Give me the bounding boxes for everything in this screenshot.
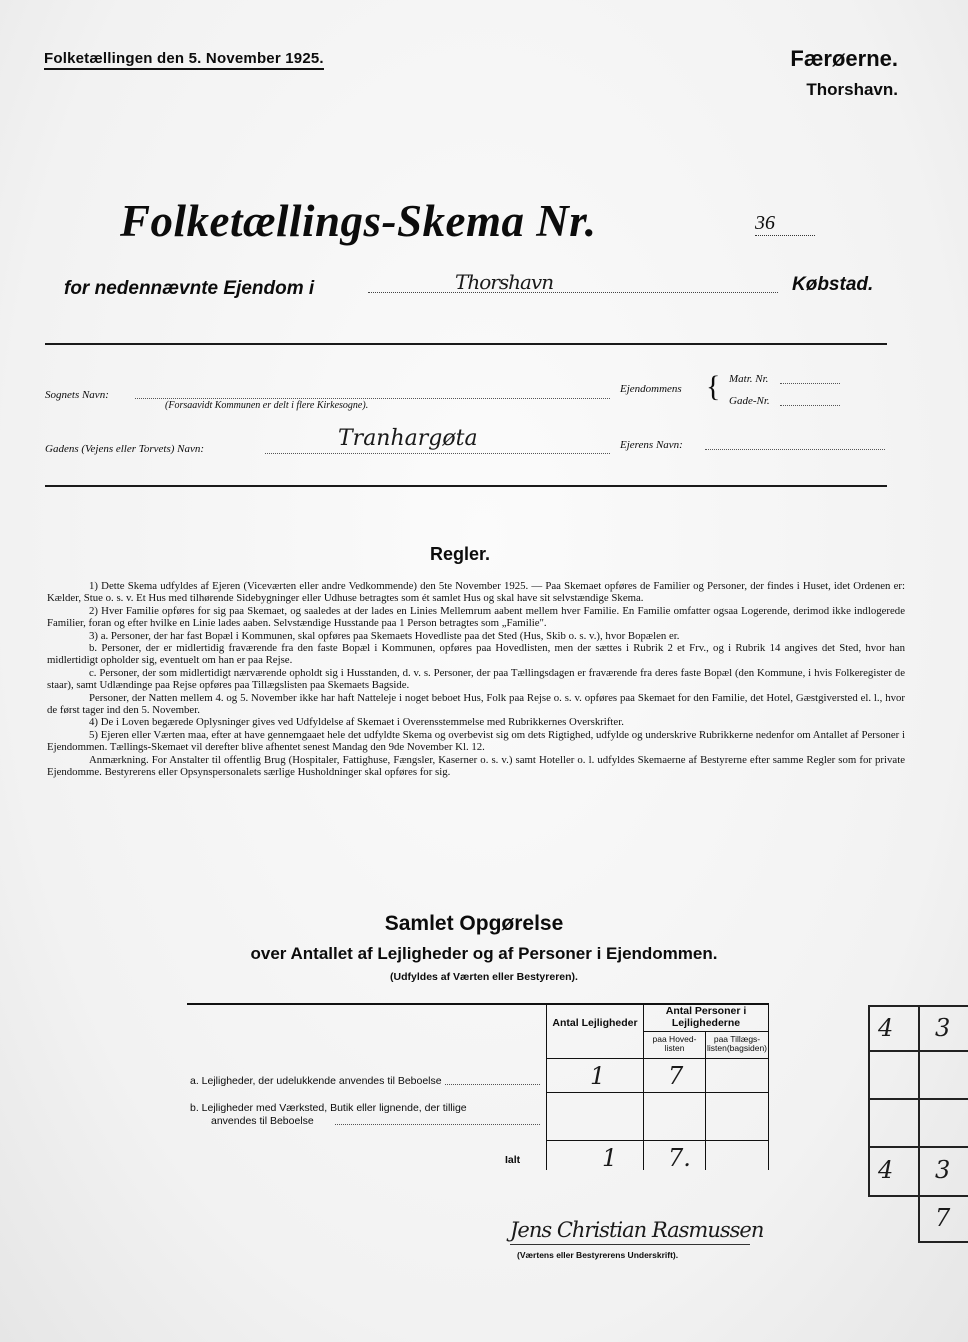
gade-field[interactable]: [780, 405, 840, 406]
parish-label: Sognets Navn:: [45, 389, 109, 401]
parish-field[interactable]: [135, 398, 610, 399]
table-col-line: [643, 1005, 644, 1170]
tally-r5c1[interactable]: 4: [878, 1156, 894, 1184]
row-a-main-list[interactable]: 7: [668, 1062, 684, 1090]
col-persons-header: Antal Personer i Lejlighederne: [665, 1005, 747, 1029]
tally-r1c1[interactable]: 4: [878, 1014, 894, 1042]
kobstad-label: Købstad.: [792, 274, 874, 295]
table-row-rule: [546, 1140, 768, 1141]
schema-number-field[interactable]: 36: [755, 212, 815, 236]
table-row-rule: [546, 1058, 768, 1059]
gade-label: Gade-Nr.: [729, 395, 770, 407]
rule-3a: 3) a. Personer, der har fast Bopæl i Kommunen, skal opføres paa Skemaets Hovedliste paa det Sted (Hus, Skib o. s. v.), hvor Bopælen er.: [89, 629, 680, 642]
form-title: Folketællings-Skema Nr.: [120, 196, 597, 246]
divider-top: [45, 343, 887, 345]
table-col-line: [546, 1005, 547, 1170]
table-sub-rule: [643, 1031, 768, 1032]
row-b-label: b. Lejligheder med Værksted, Butik eller lignende, der tillige: [190, 1102, 467, 1114]
divider-middle: [45, 485, 887, 487]
property-label: Ejendommens: [620, 383, 682, 395]
tally-extra[interactable]: 7: [935, 1204, 951, 1232]
brace-icon: {: [706, 370, 721, 403]
street-field-line: [265, 453, 610, 454]
rules-text: [47, 580, 905, 779]
table-col-line: [768, 1005, 769, 1170]
table-col-line: [705, 1031, 706, 1170]
row-a-label: a. Lejligheder, der udelukkende anvendes til Beboelse: [190, 1075, 442, 1087]
signature[interactable]: Jens Christian Rasmussen: [510, 1218, 764, 1242]
street-label: Gadens (Vejens eller Torvets) Navn:: [45, 443, 205, 455]
street-field[interactable]: Tranhargøta: [338, 426, 478, 451]
col-main-list-header: paa Hoved-listen: [652, 1034, 697, 1053]
owner-label: Ejerens Navn:: [620, 439, 683, 451]
tally-row-line: [868, 1050, 968, 1052]
region-label: Færøerne.: [790, 46, 898, 71]
col-supplement-header: paa Tillægs-listen(bagsiden): [707, 1034, 768, 1053]
col-apartments-header: Antal Lejligheder: [552, 1017, 638, 1029]
matr-label: Matr. Nr.: [729, 373, 769, 385]
signature-line: [510, 1244, 750, 1245]
row-a-apartments[interactable]: 1: [590, 1062, 606, 1090]
signature-caption: (Værtens eller Bestyrerens Underskrift).: [517, 1250, 679, 1260]
tally-row-line: [868, 1098, 968, 1100]
rule-3d: Personer, der Natten mellem 4. og 5. November ikke har haft Natteleje i noget beboet Hus, Folk paa Rejse o. s. v. opføres paa Skemaet for den Familie, det Hotel, Gæstgiversted el. l., hvor de først tager ind den 5. November.: [47, 691, 905, 717]
rule-4: 4) De i Loven begærede Oplysninger gives ved Udfyldelse af Skemaet i Overensstemmelse med Rubrikkernes Overskrifter.: [89, 716, 624, 729]
summary-instruction: (Udfyldes af Værten eller Bestyreren).: [390, 971, 578, 983]
matr-field[interactable]: [780, 383, 840, 384]
city-label: Thorshavn.: [806, 80, 898, 99]
row-b-leader: [335, 1124, 540, 1125]
rules-title: Regler.: [430, 544, 491, 564]
tally-r1c2[interactable]: 3: [935, 1014, 951, 1042]
town-field-line: [368, 292, 778, 293]
rule-5: 5) Ejeren eller Værten maa, efter at have gennemgaaet hele det udfyldte Skema og overbevist sig om dets Rigtighed, udfylde og underskrive Rubrikkerne nedenfor om Antallet af Personer i Ejendommen. Tællings-Skemaet vil derefter blive afhentet senest Mandag den 9de November Kl. 12.: [47, 728, 905, 754]
summary-title: Samlet Opgørelse: [384, 912, 564, 935]
summary-subtitle: over Antallet af Lejligheder og af Personer i Ejendommen.: [250, 944, 718, 963]
row-b-label-cont: anvendes til Beboelse: [211, 1115, 314, 1127]
for-property-label: for nedennævnte Ejendom i: [64, 278, 315, 299]
tally-r5c2[interactable]: 3: [935, 1156, 951, 1184]
rule-3c: c. Personer, der som midlertidigt nærværende opholdt sig i Husstanden, d. v. s. Personer, der paa Tællingsdagen er fraværende fra deres faste Bopæl (den Kommune, i hvis Folkeregister de staar), samt Udlændinge paa Rejse opføres paa Tillægslisten paa Skemaets Bagside.: [47, 666, 905, 692]
total-main-list[interactable]: 7.: [668, 1144, 691, 1172]
rule-1: 1) Dette Skema udfyldes af Ejeren (Viceværten eller andre Vedkommende) den 5te November 1925. — Paa Skemaet opføres de Familier og Personer, der findes i Huset, idet Ordenen er: Kælder, Stue o. s. v. Et Hus med tilhørende Sidebygninger eller Udhuse betragtes som ét samlet Hus og skal have sit selvstændige Skema.: [47, 580, 905, 605]
census-date-label: Folketællingen den 5. November 1925.: [44, 50, 324, 70]
rules-note: Anmærkning. For Anstalter til offentlig Brug (Hospitaler, Fattighuse, Fængsler, Kaserner o. s. v.) samt Hoteller o. l. udfyldes Skemaerne af Bestyrerne efter samme Regler som for private Ejendomme. Bestyrerens eller Opsynspersonalets særlige Husholdninger skal opføres for sig.: [47, 753, 905, 779]
rule-3b: b. Personer, der er midlertidig fraværende fra den faste Bopæl i Kommunen, opføres paa Hovedlisten, men der sættes i Rubrik 2 et Frv., og i Rubrik 14 angives det Sted, hvor han midlertidigt opholder sig, eventuelt om han er paa Rejse.: [47, 642, 905, 667]
location-header: [790, 46, 898, 100]
town-field[interactable]: Thorshavn: [455, 270, 554, 294]
rule-2: 2) Hver Familie opføres for sig paa Skemaet, og saaledes at der lades en Linies Mellemrum aabent mellem hver Familie. En Familie omfatter ogsaa Logerende, derimod ikke indlogerede Familier, foran og efter hvilke en Linie lades aaben. Selvstændige Husstande paa 1 Person betragtes som „Familie".: [47, 604, 905, 630]
row-total-label: Ialt: [505, 1154, 521, 1166]
tally-row-line: [868, 1146, 968, 1148]
row-a-leader: [445, 1084, 540, 1085]
total-apartments[interactable]: 1: [602, 1144, 618, 1172]
parish-note: (Forsaavidt Kommunen er delt i flere Kirkesogne).: [165, 400, 369, 411]
row-b-supplement[interactable]: [707, 1093, 768, 1139]
owner-field[interactable]: [705, 449, 885, 450]
